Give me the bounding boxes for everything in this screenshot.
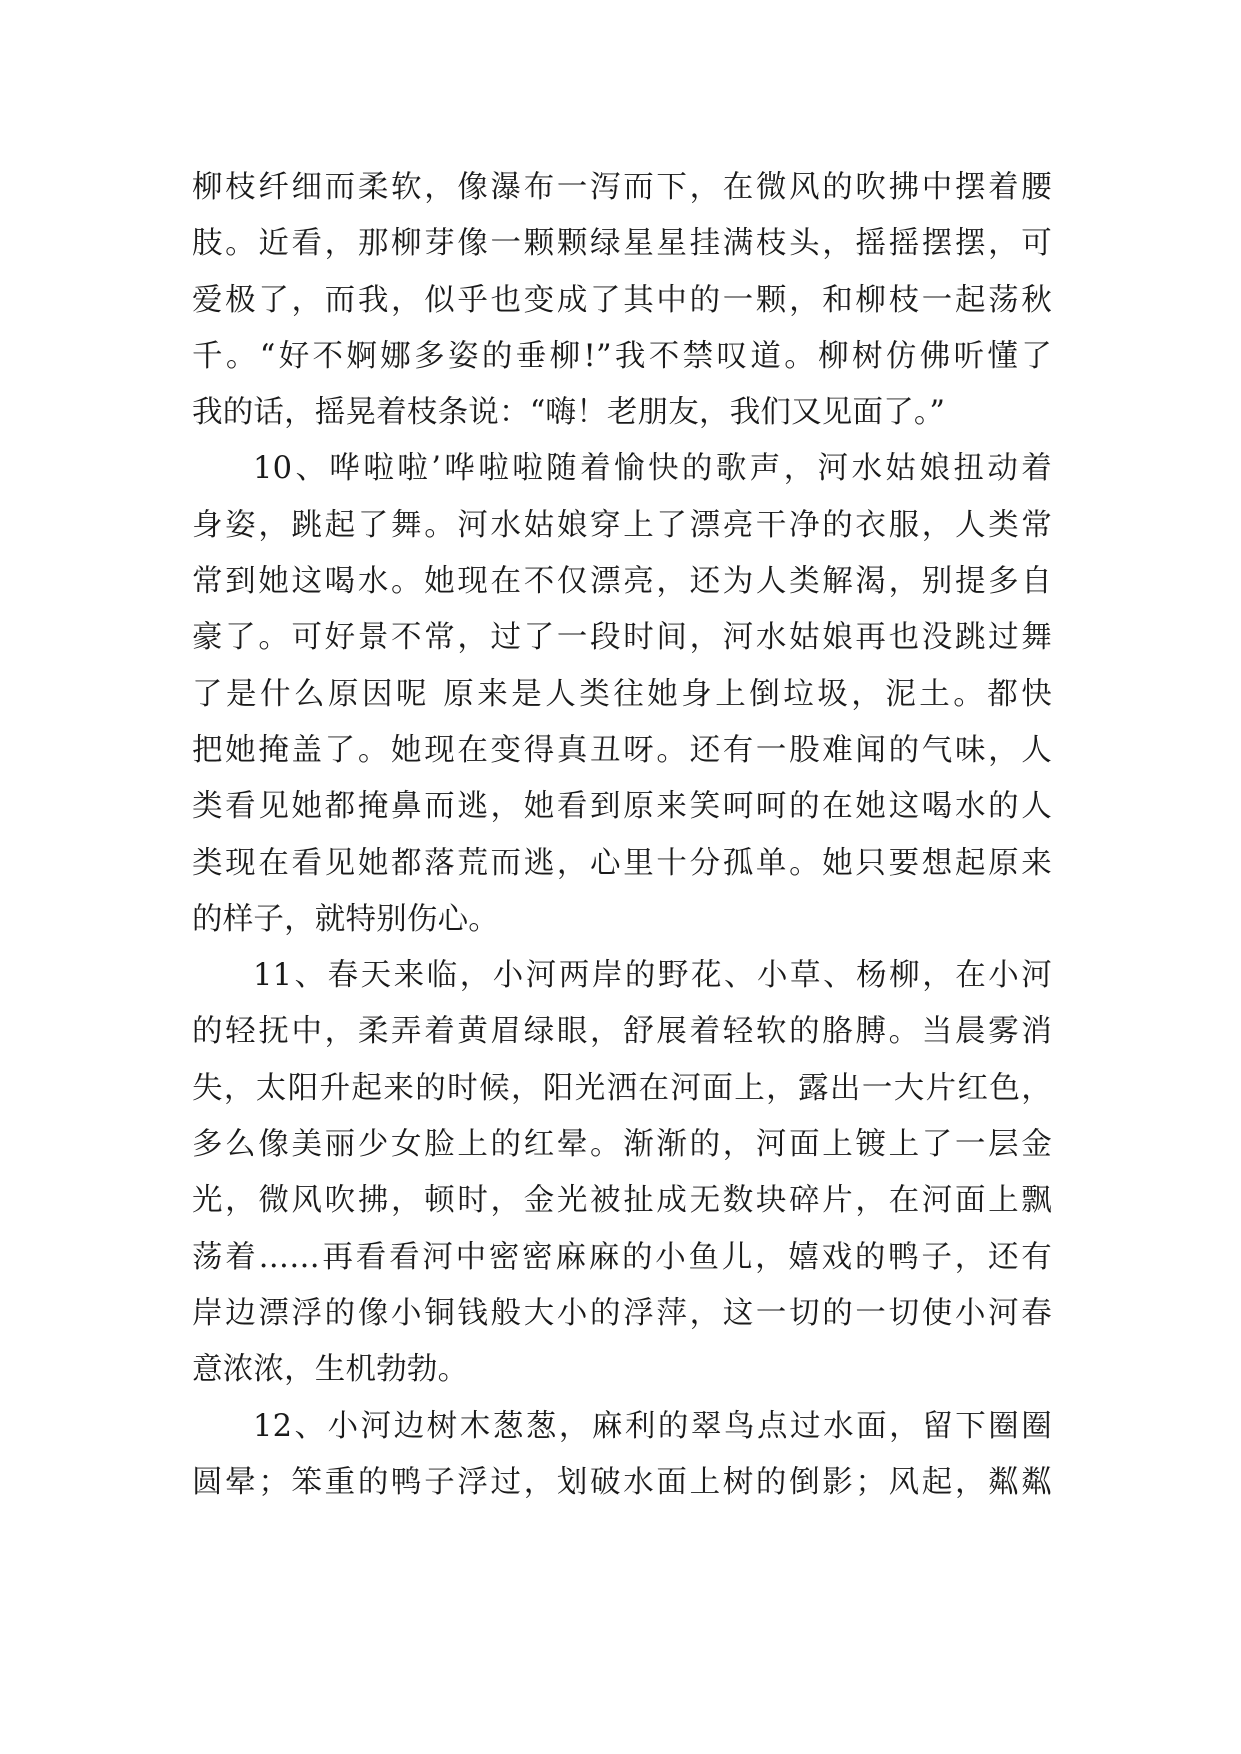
text-line: 失，太阳升起来的时候，阳光洒在河面上，露出一大片红色，	[192, 1070, 1052, 1106]
text-line: 多么像美丽少女脸上的红晕。渐渐的，河面上镀上了一层金	[192, 1127, 1052, 1163]
paragraph-11	[192, 948, 1052, 1398]
text-line: 的样子，就特别伤心。	[192, 901, 499, 937]
text-line: 豪了。可好景不常，过了一段时间，河水姑娘再也没跳过舞	[192, 620, 1052, 656]
text-line: 肢。近看，那柳芽像一颗颗绿星星挂满枝头，摇摇摆摆，可	[192, 226, 1052, 262]
text-line: 荡着……再看看河中密密麻麻的小鱼儿，嬉戏的鸭子，还有	[192, 1239, 1052, 1275]
text-line: 11、春天来临，小河两岸的野花、小草、杨柳，在小河	[253, 958, 1052, 994]
text-line: 把她掩盖了。她现在变得真丑呀。还有一股难闻的气味，人	[192, 732, 1052, 768]
text-line: 柳枝纤细而柔软，像瀑布一泻而下，在微风的吹拂中摆着腰	[192, 170, 1052, 205]
text-line: 意浓浓，生机勃勃。	[192, 1352, 469, 1388]
text-line: 千。“好不婀娜多姿的垂柳!”我不禁叹道。柳树仿佛听懂了	[192, 338, 1052, 374]
text-line: 圆晕；笨重的鸭子浮过，划破水面上树的倒影；风起，粼粼	[192, 1464, 1052, 1500]
paragraph-continued	[192, 160, 1052, 441]
paragraph-10	[192, 441, 1052, 948]
text-line: 光，微风吹拂，顿时，金光被扯成无数块碎片，在河面上飘	[192, 1183, 1052, 1219]
text-line: 类现在看见她都落荒而逃，心里十分孤单。她只要想起原来	[192, 845, 1052, 881]
text-line: 我的话，摇晃着枝条说：“嗨！老朋友，我们又见面了。”	[192, 395, 946, 431]
text-line: 身姿，跳起了舞。河水姑娘穿上了漂亮干净的衣服，人类常	[192, 507, 1052, 543]
paragraph-12	[192, 1399, 1052, 1512]
text-line: 类看见她都掩鼻而逃，她看到原来笑呵呵的在她这喝水的人	[192, 789, 1052, 825]
body-text	[192, 160, 1052, 1511]
text-line: 10、哗啦啦’哗啦啦随着愉快的歌声，河水姑娘扭动着	[253, 451, 1052, 487]
text-line: 12、小河边树木葱葱，麻利的翠鸟点过水面，留下圈圈	[253, 1408, 1052, 1444]
text-line: 了是什么原因呢 原来是人类往她身上倒垃圾，泥土。都快	[192, 676, 1052, 712]
text-line: 爱极了，而我，似乎也变成了其中的一颗，和柳枝一起荡秋	[192, 282, 1052, 318]
text-line: 常到她这喝水。她现在不仅漂亮，还为人类解渴，别提多自	[192, 564, 1052, 600]
text-line: 岸边漂浮的像小铜钱般大小的浮萍，这一切的一切使小河春	[192, 1295, 1052, 1331]
text-line: 的轻抚中，柔弄着黄眉绿眼，舒展着轻软的胳膊。当晨雾消	[192, 1014, 1052, 1050]
